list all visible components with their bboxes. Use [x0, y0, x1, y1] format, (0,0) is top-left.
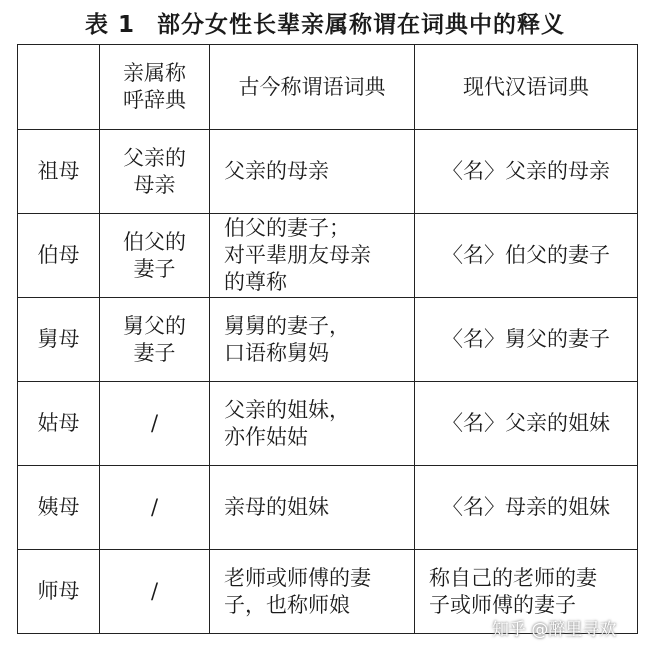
ancient-modern-dict-cell: 舅舅的妻子， 口语称舅妈 — [210, 298, 415, 382]
definition-table — [17, 44, 638, 634]
term-cell: 伯母 — [18, 214, 100, 298]
kinship-dict-cell: / — [100, 550, 210, 634]
table-row — [18, 382, 638, 466]
watermark: 知乎 @醉里寻欢 — [492, 620, 617, 640]
modern-chinese-dict-cell: 〈名〉父亲的母亲 — [415, 130, 638, 214]
modern-chinese-dict-cell: 〈名〉母亲的姐妹 — [415, 466, 638, 550]
term-cell: 舅母 — [18, 298, 100, 382]
modern-chinese-dict-cell: 〈名〉舅父的妻子 — [415, 298, 638, 382]
ancient-modern-dict-cell: 父亲的姐妹， 亦作姑姑 — [210, 382, 415, 466]
ancient-modern-dict-cell: 父亲的母亲 — [210, 130, 415, 214]
term-cell: 姑母 — [18, 382, 100, 466]
table-row — [18, 298, 638, 382]
kinship-dict-cell: 父亲的 母亲 — [100, 130, 210, 214]
header-row — [18, 45, 638, 130]
kinship-dict-cell: 伯父的 妻子 — [100, 214, 210, 298]
table-row — [18, 466, 638, 550]
modern-chinese-dict-cell: 〈名〉伯父的妻子 — [415, 214, 638, 298]
modern-chinese-dict-cell: 称自己的老师的妻 子或师傅的妻子 — [415, 550, 638, 634]
table-caption — [0, 6, 650, 39]
table-number: 表 1 — [84, 12, 135, 38]
ancient-modern-dict-cell: 老师或师傅的妻 子，也称师娘 — [210, 550, 415, 634]
header-dict-kinship: 亲属称 呼辞典 — [100, 45, 210, 130]
kinship-dict-cell: / — [100, 382, 210, 466]
table-row — [18, 214, 638, 298]
term-cell: 姨母 — [18, 466, 100, 550]
ancient-modern-dict-cell: 亲母的姐妹 — [210, 466, 415, 550]
header-corner — [18, 45, 100, 130]
term-cell: 祖母 — [18, 130, 100, 214]
ancient-modern-dict-cell: 伯父的妻子； 对平辈朋友母亲 的尊称 — [210, 214, 415, 298]
table-row — [18, 130, 638, 214]
header-dict-modern-chinese: 现代汉语词典 — [415, 45, 638, 130]
table-title: 部分女性长辈亲属称谓在词典中的释义 — [157, 12, 565, 38]
modern-chinese-dict-cell: 〈名〉父亲的姐妹 — [415, 382, 638, 466]
term-cell: 师母 — [18, 550, 100, 634]
kinship-dict-cell: 舅父的 妻子 — [100, 298, 210, 382]
header-dict-ancient-modern: 古今称谓语词典 — [210, 45, 415, 130]
kinship-dict-cell: / — [100, 466, 210, 550]
